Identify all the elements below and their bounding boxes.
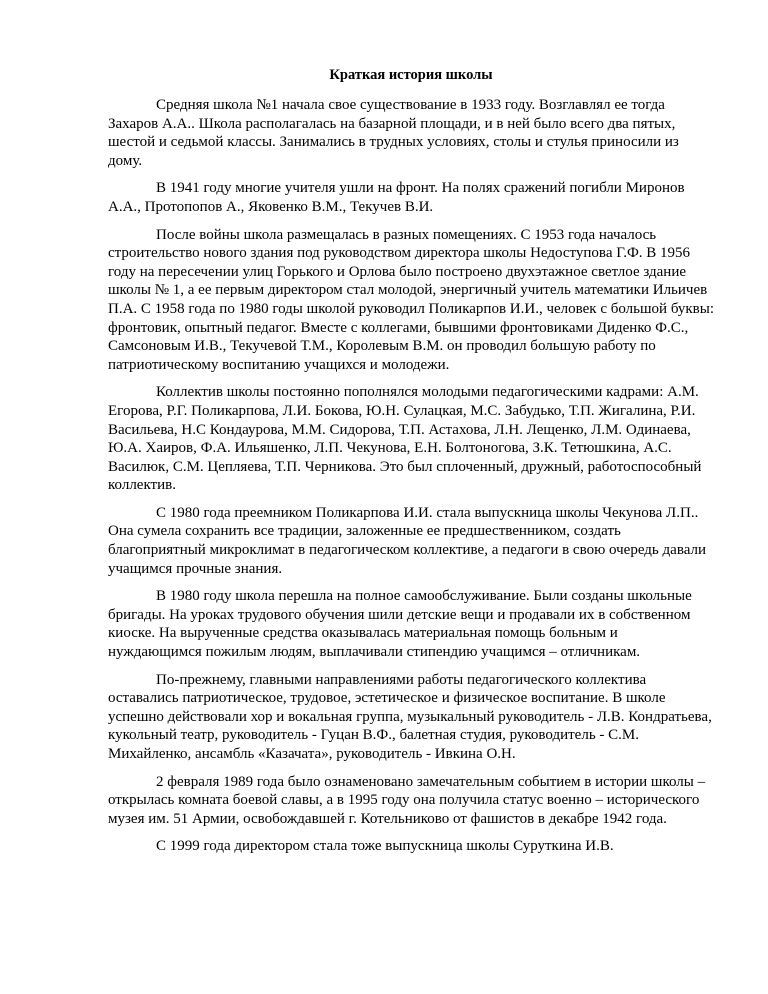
paragraph-founding: Средняя школа №1 начала свое существование в 1933 году. Возглавлял ее тогда Захаров А.А.. Школа располагалась на базарной площади, и в ней было всего два пятых, шестой и седьмой классы. Занимались в трудных условиях, столы и стулья приносили из дому. (108, 97, 679, 169)
paragraph-1999-director: С 1999 года директором стала тоже выпускница школы Суруткина И.В. (156, 838, 614, 855)
paragraph-staff: Коллектив школы постоянно пополнялся молодыми педагогическими кадрами: А.М. Егорова, Р.Г. Поликарпова, Л.И. Бокова, Ю.Н. Сулацкая, М.С. Забудько, Т.П. Жигалина, Р.И. Васильева, Н.С Кондаурова, М.М. Сидорова, Т.П. Астахова, Л.Н. Лещенко, Л.М. Одинаева, Ю.А. Хаиров, Ф.А. Ильяшенко, Л.П. Чекунова, Е.Н. Болтоногова, З.К. Тетюшкина, А.С. Василюк, С.М. Цепляева, Т.П. Черникова. Это был сплоченный, дружный, работоспособный коллектив. (108, 384, 702, 494)
paragraph-postwar: После войны школа размещалась в разных помещениях. С 1953 года началось строительство нового здания под руководством директора школы Недоступова Г.Ф. В 1956 году на пересечении улиц Горького и Орлова было построено двухэтажное светлое здание школы № 1, а ее первым директором стал молодой, энергичный учитель математики Ильичев П.А. С 1958 года по 1980 годы школой руководил Поликарпов И.И., человек с большой буквы: фронтовик, опытный педагог. Вместе с коллегами, бывшими фронтовиками Диденко Ф.С., Самсоновым И.В., Текучевой Т.М., Королевым В.М. он проводил большую работу по патриотическому воспитанию учащихся и молодежи. (108, 226, 714, 373)
paragraph-1980-director: С 1980 года преемником Поликарпова И.И. стала выпускница школы Чекунова Л.П.. Она сумела сохранить все традиции, заложенные ее предшественником, создать благоприятный микроклимат в педагогическом коллективе, а педагоги в свою очередь давали учащимся прочные знания. (108, 504, 707, 577)
paragraph-education: По-прежнему, главными направлениями работы педагогического коллектива оставались патриотическое, трудовое, эстетическое и физическое воспитание. В школе успешно действовали хор и вокальная группа, музыкальный руководитель - Л.В. Кондратьева, кукольный театр, руководитель - Гуцан В.Ф., балетная студия, руководитель - С.М. Михайленко, ансамбль «Казачата», руководитель - Ивкина О.Н. (108, 671, 712, 762)
paragraph-self-service: В 1980 году школа перешла на полное самообслуживание. Были созданы школьные бригады. На уроках трудового обучения шили детские вещи и продавали их в собственном киоске. На вырученные средства оказывалась материальная помощь больным и нуждающимся пожилым людям, выплачивали стипендию учащимся – отличникам. (108, 588, 692, 661)
paragraph-war: В 1941 году многие учителя ушли на фронт. На полях сражений погибли Миронов А.А., Протопопов А., Яковенко В.М., Текучев В.И. (108, 180, 685, 215)
document-page (108, 66, 714, 865)
document-title: Краткая история школы (329, 67, 493, 83)
paragraph-museum: 2 февраля 1989 года было ознаменовано замечательным событием в истории школы – открылась комната боевой славы, а в 1995 году она получила статус военно – исторического музея им. 51 Армии, освобождавшей г. Котельниково от фашистов в декабре 1942 года. (108, 773, 706, 827)
